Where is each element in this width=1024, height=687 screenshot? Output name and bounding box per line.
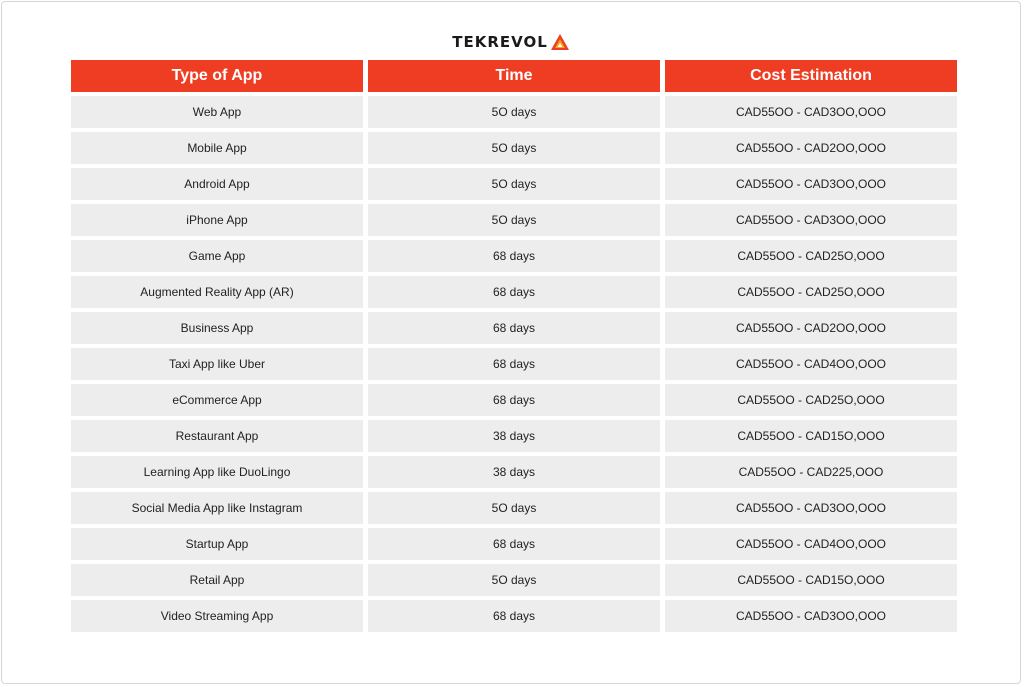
cost-cell: CAD55OO - CAD4OO,OOO — [665, 348, 957, 380]
time-cell: 68 days — [368, 240, 660, 272]
table-row — [71, 312, 957, 344]
table-body — [71, 96, 957, 632]
table-row — [71, 492, 957, 524]
type-cell: Retail App — [71, 564, 363, 596]
type-cell: iPhone App — [71, 204, 363, 236]
type-cell: Android App — [71, 168, 363, 200]
type-cell: Startup App — [71, 528, 363, 560]
table-row — [71, 384, 957, 416]
cost-cell: CAD55OO - CAD4OO,OOO — [665, 528, 957, 560]
type-cell: Restaurant App — [71, 420, 363, 452]
time-cell: 68 days — [368, 348, 660, 380]
cost-cell: CAD55OO - CAD3OO,OOO — [665, 96, 957, 128]
type-cell: Learning App like DuoLingo — [71, 456, 363, 488]
page-frame — [1, 1, 1021, 684]
table-row — [71, 528, 957, 560]
time-cell: 68 days — [368, 384, 660, 416]
time-cell: 5O days — [368, 204, 660, 236]
header-time: Time — [368, 60, 660, 92]
table-header-row — [71, 60, 957, 92]
triangle-logo-icon — [550, 33, 570, 51]
type-cell: Taxi App like Uber — [71, 348, 363, 380]
type-cell: eCommerce App — [71, 384, 363, 416]
cost-cell: CAD55OO - CAD3OO,OOO — [665, 204, 957, 236]
table-row — [71, 564, 957, 596]
cost-cell: CAD55OO - CAD3OO,OOO — [665, 492, 957, 524]
brand-name: TEKREVOL — [452, 33, 548, 51]
type-cell: Social Media App like Instagram — [71, 492, 363, 524]
cost-cell: CAD55OO - CAD25O,OOO — [665, 240, 957, 272]
time-cell: 68 days — [368, 276, 660, 308]
table-row — [71, 96, 957, 128]
cost-cell: CAD55OO - CAD3OO,OOO — [665, 600, 957, 632]
table-row — [71, 348, 957, 380]
time-cell: 5O days — [368, 492, 660, 524]
table-row — [71, 600, 957, 632]
time-cell: 68 days — [368, 600, 660, 632]
time-cell: 5O days — [368, 132, 660, 164]
time-cell: 68 days — [368, 528, 660, 560]
table-row — [71, 420, 957, 452]
table-row — [71, 168, 957, 200]
table-row — [71, 132, 957, 164]
table-row — [71, 204, 957, 236]
cost-cell: CAD55OO - CAD2OO,OOO — [665, 132, 957, 164]
type-cell: Video Streaming App — [71, 600, 363, 632]
time-cell: 5O days — [368, 168, 660, 200]
time-cell: 38 days — [368, 456, 660, 488]
cost-table — [71, 60, 957, 636]
type-cell: Augmented Reality App (AR) — [71, 276, 363, 308]
cost-cell: CAD55OO - CAD15O,OOO — [665, 420, 957, 452]
brand-logo — [2, 31, 1020, 53]
cost-cell: CAD55OO - CAD25O,OOO — [665, 276, 957, 308]
type-cell: Mobile App — [71, 132, 363, 164]
table-row — [71, 240, 957, 272]
type-cell: Game App — [71, 240, 363, 272]
cost-cell: CAD55OO - CAD3OO,OOO — [665, 168, 957, 200]
time-cell: 5O days — [368, 96, 660, 128]
cost-cell: CAD55OO - CAD15O,OOO — [665, 564, 957, 596]
type-cell: Web App — [71, 96, 363, 128]
time-cell: 68 days — [368, 312, 660, 344]
time-cell: 5O days — [368, 564, 660, 596]
table-row — [71, 456, 957, 488]
cost-cell: CAD55OO - CAD225,OOO — [665, 456, 957, 488]
table-row — [71, 276, 957, 308]
cost-cell: CAD55OO - CAD2OO,OOO — [665, 312, 957, 344]
time-cell: 38 days — [368, 420, 660, 452]
type-cell: Business App — [71, 312, 363, 344]
header-cost-estimation: Cost Estimation — [665, 60, 957, 92]
header-type-of-app: Type of App — [71, 60, 363, 92]
cost-cell: CAD55OO - CAD25O,OOO — [665, 384, 957, 416]
